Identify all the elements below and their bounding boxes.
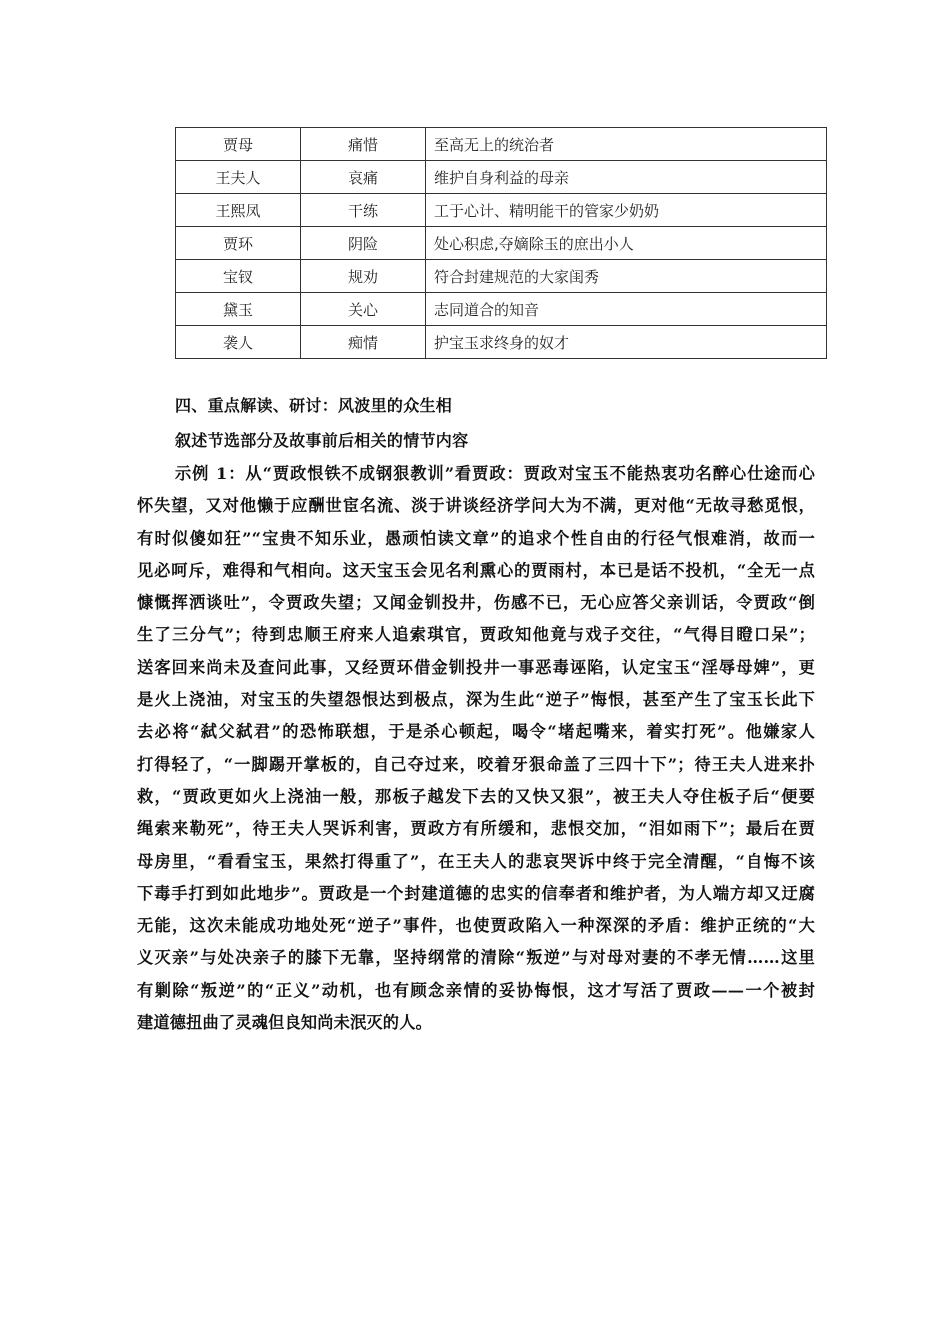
character-name: 宝钗 (176, 260, 301, 293)
character-description: 志同道合的知音 (426, 293, 827, 326)
paragraph-line: 慷慨挥洒谈吐”，令贾政失望；又闻金钏投井，伤感不已，无心应答父亲训话，令贾政“倒 (137, 593, 815, 613)
character-name: 黛玉 (176, 293, 301, 326)
paragraph-line: 示例 1：从“贾政恨铁不成钢狠教训”看贾政：贾政对宝玉不能热衷功名醉心仕途而心 (175, 464, 815, 483)
example-paragraph (137, 458, 815, 1039)
table-row (176, 161, 827, 194)
character-description: 维护自身利益的母亲 (426, 161, 827, 194)
paragraph-line: 无能，这次未能成功地处死“逆子”事件，也使贾政陷入一种深深的矛盾：维护正统的“大 (137, 916, 815, 936)
paragraph-line: 去必将“弑父弑君”的恐怖联想，于是杀心顿起，喝令“堵起嘴来，着实打死”。他嫌家人 (137, 722, 815, 742)
paragraph-line: 建道德扭曲了灵魂但良知尚未泯灭的人。 (137, 1013, 432, 1033)
paragraph-line: 救，“贾政更如火上浇油一般，那板子越发下去的又快又狠”，被王夫人夺住板子后“便要 (137, 786, 815, 806)
table-row (176, 293, 827, 326)
table-row (176, 227, 827, 260)
character-description: 工于心计、精明能干的管家少奶奶 (426, 194, 827, 227)
character-name: 王熙凤 (176, 194, 301, 227)
character-emotion: 规劝 (301, 260, 426, 293)
character-description: 护宝玉求终身的奴才 (426, 326, 827, 359)
character-name: 袭人 (176, 326, 301, 359)
paragraph-line: 打得轻了，“一脚踢开掌板的，自己夺过来，咬着牙狠命盖了三四十下”；待王夫人进来扑 (137, 754, 815, 774)
paragraph-line: 生了三分气”；待到忠顺王府来人追索琪官，贾政知他竟与戏子交往，“气得目瞪口呆”； (137, 625, 815, 645)
character-name: 贾母 (176, 128, 301, 161)
paragraph-line: 见必呵斥，难得和气相向。这天宝玉会见名利熏心的贾雨村，本已是话不投机，“全无一点 (137, 560, 815, 580)
paragraph-line: 母房里，“看看宝玉，果然打得重了”，在王夫人的悲哀哭诉中终于完全清醒，“自悔不该 (137, 851, 815, 871)
character-emotion: 痴情 (301, 326, 426, 359)
character-emotion: 干练 (301, 194, 426, 227)
character-emotion: 关心 (301, 293, 426, 326)
character-emotion: 阴险 (301, 227, 426, 260)
character-table (175, 127, 827, 359)
character-emotion: 哀痛 (301, 161, 426, 194)
paragraph-line: 有剿除“叛逆”的“正义”动机，也有顾念亲情的妥协悔恨，这才写活了贾政——一个被封 (137, 980, 815, 1000)
paragraph-line: 是火上浇油，对宝玉的失望怨恨达到极点，深为生此“逆子”悔恨，甚至产生了宝玉长此下 (137, 690, 815, 710)
table-row (176, 194, 827, 227)
table-row (176, 260, 827, 293)
paragraph-line: 送客回来尚未及查问此事，又经贾环借金钏投井一事恶毒诬陷，认定宝玉“淫辱母婢”，更 (137, 657, 815, 677)
paragraph-line: 义灭亲”与处决亲子的膝下无靠，坚持纲常的清除“叛逆”与对母对妻的不孝无情……这里 (137, 948, 815, 968)
character-name: 王夫人 (176, 161, 301, 194)
sub-heading: 叙述节选部分及故事前后相关的情节内容 (175, 431, 469, 450)
paragraph-line: 有时似傻如狂”“宝贵不知乐业，愚顽怕读文章”的追求个性自由的行径气恨难消，故而一 (137, 528, 815, 548)
section-heading: 四、重点解读、研讨：风波里的众生相 (175, 396, 453, 415)
character-emotion: 痛惜 (301, 128, 426, 161)
character-description: 至高无上的统治者 (426, 128, 827, 161)
character-name: 贾环 (176, 227, 301, 260)
character-description: 符合封建规范的大家闺秀 (426, 260, 827, 293)
character-description: 处心积虑,夺嫡除玉的庶出小人 (426, 227, 827, 260)
table-row (176, 128, 827, 161)
paragraph-line: 怀失望，又对他懒于应酬世宦名流、淡于讲谈经济学问大为不满，更对他“无故寻愁觅恨， (137, 496, 815, 516)
paragraph-line: 下毒手打到如此地步”。贾政是一个封建道德的忠实的信奉者和维护者，为人端方却又迂腐 (137, 883, 815, 903)
table-row (176, 326, 827, 359)
paragraph-line: 绳索来勒死”，待王夫人哭诉利害，贾政方有所缓和，悲恨交加，“泪如雨下”；最后在贾 (137, 819, 815, 839)
